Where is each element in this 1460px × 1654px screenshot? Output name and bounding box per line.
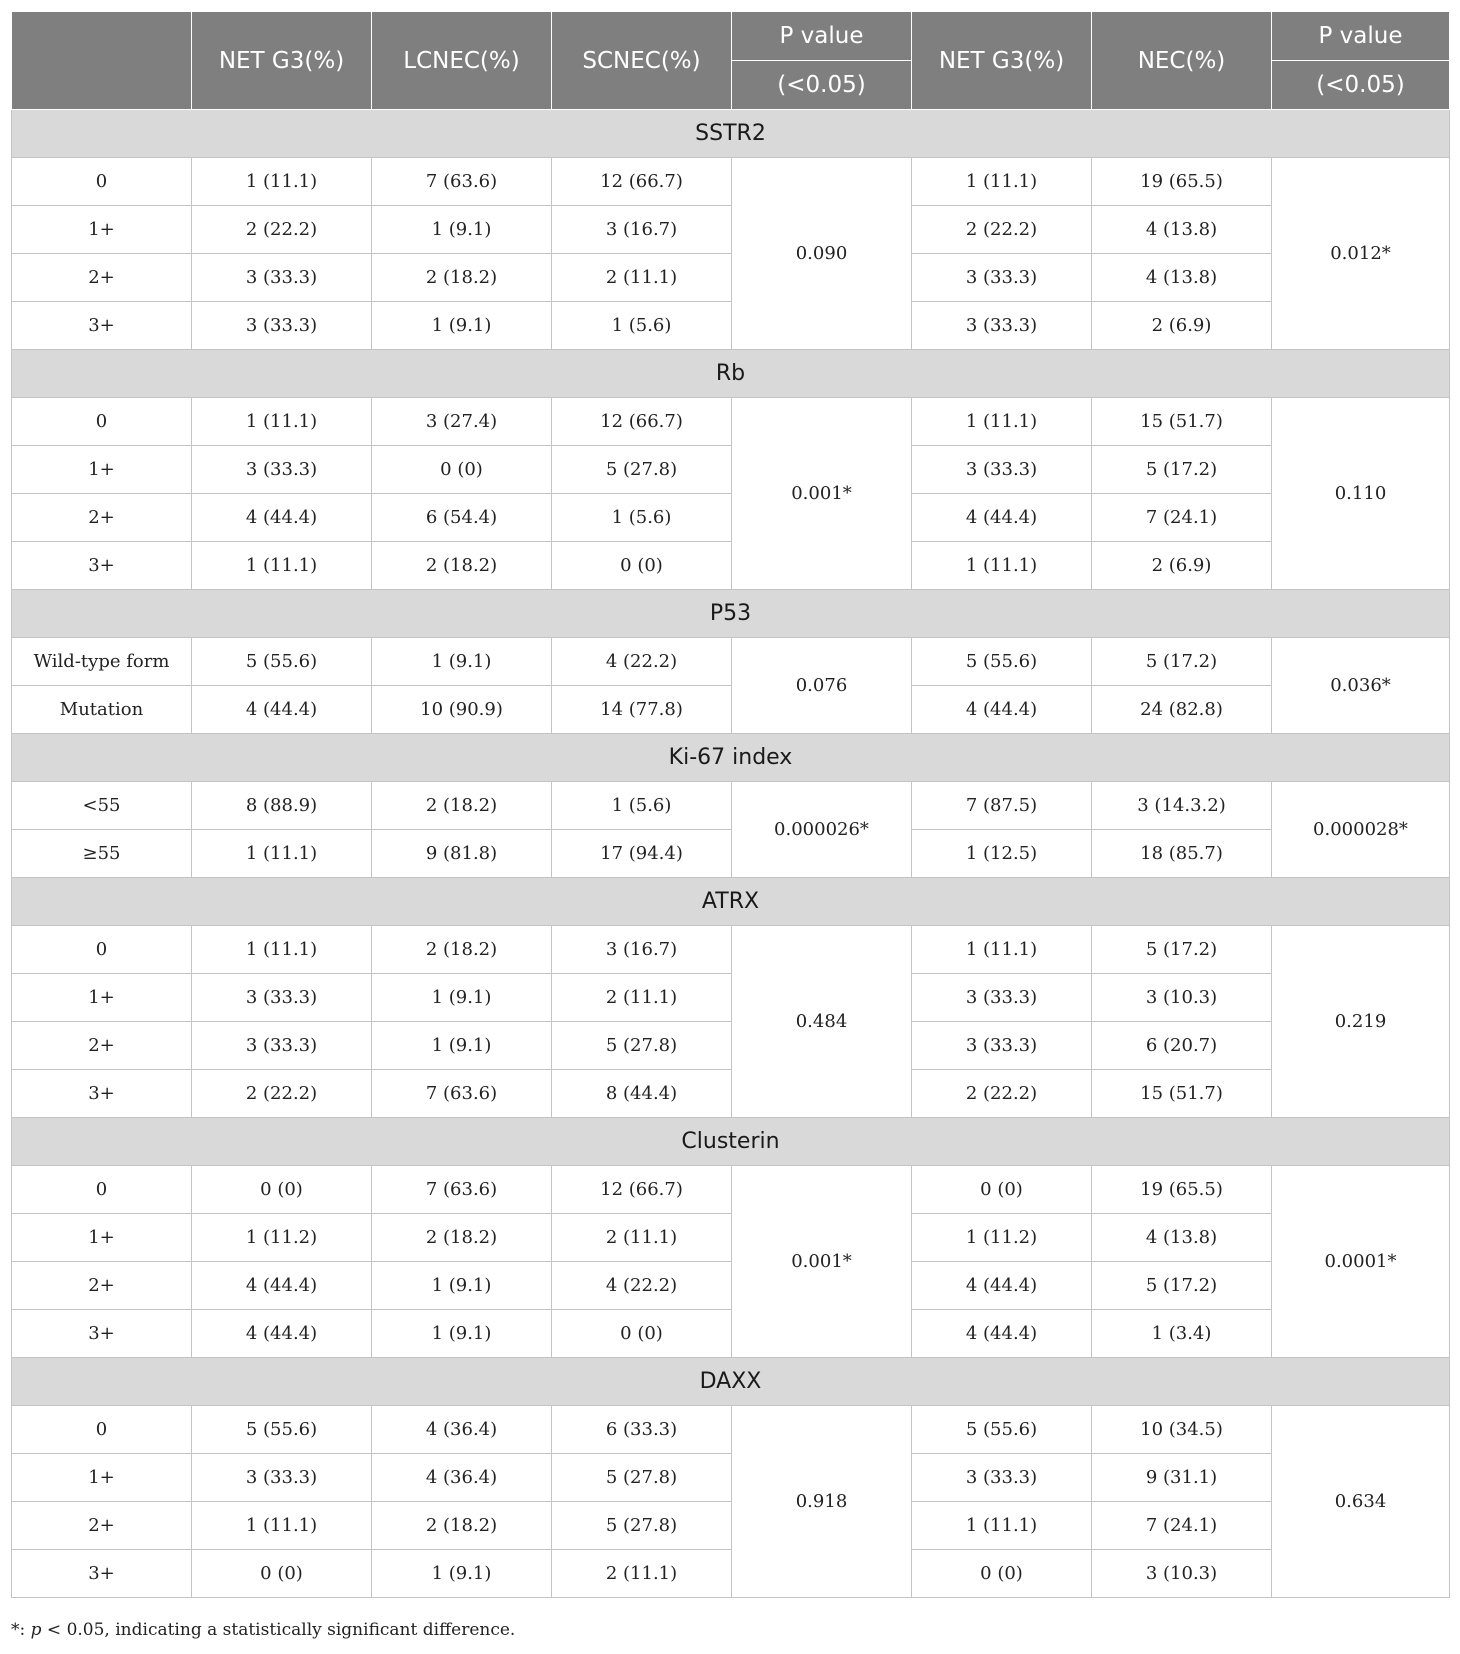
row-label: 3+: [12, 1070, 192, 1118]
group-title: P53: [12, 590, 1450, 638]
group-title: ATRX: [12, 878, 1450, 926]
table-row: [12, 446, 1450, 494]
cell-nec: 5 (17.2): [1092, 446, 1272, 494]
cell-net-g3: 0 (0): [192, 1550, 372, 1598]
table-row: [12, 158, 1450, 206]
group-title: Ki-67 index: [12, 734, 1450, 782]
table-row: [12, 1406, 1450, 1454]
row-label: 0: [12, 158, 192, 206]
cell-net-g3: 3 (33.3): [192, 446, 372, 494]
cell-net-g3-2: 0 (0): [912, 1166, 1092, 1214]
cell-scnec: 1 (5.6): [552, 494, 732, 542]
cell-nec: 4 (13.8): [1092, 254, 1272, 302]
table-row: [12, 1214, 1450, 1262]
cell-lcnec: 1 (9.1): [372, 1550, 552, 1598]
table-row: [12, 206, 1450, 254]
row-label: 0: [12, 926, 192, 974]
cell-scnec: 12 (66.7): [552, 158, 732, 206]
cell-net-g3: 1 (11.2): [192, 1214, 372, 1262]
table-row: [12, 542, 1450, 590]
cell-net-g3: 3 (33.3): [192, 974, 372, 1022]
cell-nec: 1 (3.4): [1092, 1310, 1272, 1358]
cell-nec: 10 (34.5): [1092, 1406, 1272, 1454]
cell-lcnec: 1 (9.1): [372, 1262, 552, 1310]
group-title: DAXX: [12, 1358, 1450, 1406]
table-row: [12, 782, 1450, 830]
cell-net-g3: 4 (44.4): [192, 494, 372, 542]
table-row: [12, 686, 1450, 734]
cell-scnec: 5 (27.8): [552, 1502, 732, 1550]
table-row: [12, 1502, 1450, 1550]
p-value-cell-1: 0.090: [732, 158, 912, 350]
cell-nec: 3 (10.3): [1092, 974, 1272, 1022]
cell-lcnec: 7 (63.6): [372, 158, 552, 206]
cell-net-g3: 3 (33.3): [192, 254, 372, 302]
cell-lcnec: 10 (90.9): [372, 686, 552, 734]
cell-net-g3: 3 (33.3): [192, 1454, 372, 1502]
table-row: [12, 1454, 1450, 1502]
cell-net-g3: 0 (0): [192, 1166, 372, 1214]
cell-scnec: 2 (11.1): [552, 1550, 732, 1598]
cell-lcnec: 1 (9.1): [372, 206, 552, 254]
footnote-text: < 0.05, indicating a statistically significant difference.: [41, 1620, 516, 1640]
cell-nec: 3 (10.3): [1092, 1550, 1272, 1598]
cell-nec: 5 (17.2): [1092, 926, 1272, 974]
cell-nec: 18 (85.7): [1092, 830, 1272, 878]
cell-nec: 19 (65.5): [1092, 158, 1272, 206]
cell-scnec: 17 (94.4): [552, 830, 732, 878]
row-label: 3+: [12, 1550, 192, 1598]
cell-net-g3-2: 3 (33.3): [912, 446, 1092, 494]
cell-lcnec: 2 (18.2): [372, 926, 552, 974]
cell-lcnec: 1 (9.1): [372, 302, 552, 350]
cell-net-g3: 1 (11.1): [192, 542, 372, 590]
cell-nec: 15 (51.7): [1092, 398, 1272, 446]
cell-scnec: 2 (11.1): [552, 1214, 732, 1262]
p-value-cell-2: 0.036*: [1272, 638, 1450, 734]
cell-net-g3-2: 7 (87.5): [912, 782, 1092, 830]
cell-net-g3-2: 2 (22.2): [912, 1070, 1092, 1118]
cell-net-g3-2: 0 (0): [912, 1550, 1092, 1598]
cell-scnec: 5 (27.8): [552, 1454, 732, 1502]
cell-net-g3: 8 (88.9): [192, 782, 372, 830]
cell-net-g3: 2 (22.2): [192, 1070, 372, 1118]
cell-lcnec: 2 (18.2): [372, 1502, 552, 1550]
cell-scnec: 8 (44.4): [552, 1070, 732, 1118]
table-row: [12, 1262, 1450, 1310]
cell-lcnec: 7 (63.6): [372, 1166, 552, 1214]
cell-net-g3-2: 1 (11.1): [912, 1502, 1092, 1550]
cell-scnec: 6 (33.3): [552, 1406, 732, 1454]
row-label: 0: [12, 1166, 192, 1214]
table-body: [12, 110, 1450, 1598]
header-net-g3: NET G3(%): [192, 12, 372, 110]
cell-net-g3-2: 4 (44.4): [912, 494, 1092, 542]
cell-scnec: 1 (5.6): [552, 782, 732, 830]
p-value-cell-1: 0.918: [732, 1406, 912, 1598]
cell-net-g3-2: 1 (11.1): [912, 398, 1092, 446]
cell-net-g3-2: 1 (11.1): [912, 542, 1092, 590]
cell-net-g3-2: 1 (11.2): [912, 1214, 1092, 1262]
group-header-row: [12, 734, 1450, 782]
header-net-g3-2: NET G3(%): [912, 12, 1092, 110]
row-label: 3+: [12, 1310, 192, 1358]
cell-nec: 4 (13.8): [1092, 1214, 1272, 1262]
p-value-cell-2: 0.012*: [1272, 158, 1450, 350]
header-scnec: SCNEC(%): [552, 12, 732, 110]
header-p-value-1: P value: [732, 12, 912, 61]
cell-lcnec: 6 (54.4): [372, 494, 552, 542]
footnote: [11, 1620, 515, 1640]
group-header-row: [12, 590, 1450, 638]
header-p-value-2: P value: [1272, 12, 1450, 61]
cell-net-g3-2: 3 (33.3): [912, 254, 1092, 302]
row-label: 3+: [12, 542, 192, 590]
cell-scnec: 0 (0): [552, 542, 732, 590]
row-label: 1+: [12, 206, 192, 254]
footnote-mark: *:: [11, 1620, 31, 1640]
p-value-cell-1: 0.076: [732, 638, 912, 734]
cell-net-g3: 5 (55.6): [192, 1406, 372, 1454]
group-header-row: [12, 1358, 1450, 1406]
cell-net-g3: 3 (33.3): [192, 1022, 372, 1070]
cell-scnec: 3 (16.7): [552, 926, 732, 974]
cell-nec: 7 (24.1): [1092, 494, 1272, 542]
row-label: 0: [12, 1406, 192, 1454]
cell-scnec: 1 (5.6): [552, 302, 732, 350]
cell-scnec: 2 (11.1): [552, 254, 732, 302]
table-row: [12, 398, 1450, 446]
header-nec: NEC(%): [1092, 12, 1272, 110]
row-label: 2+: [12, 494, 192, 542]
cell-net-g3-2: 3 (33.3): [912, 1022, 1092, 1070]
cell-net-g3-2: 1 (12.5): [912, 830, 1092, 878]
cell-scnec: 3 (16.7): [552, 206, 732, 254]
cell-lcnec: 2 (18.2): [372, 1214, 552, 1262]
row-label: 1+: [12, 1454, 192, 1502]
table-row: [12, 830, 1450, 878]
cell-scnec: 4 (22.2): [552, 1262, 732, 1310]
cell-nec: 2 (6.9): [1092, 302, 1272, 350]
cell-nec: 6 (20.7): [1092, 1022, 1272, 1070]
row-label: 0: [12, 398, 192, 446]
cell-scnec: 5 (27.8): [552, 446, 732, 494]
table-row: [12, 1550, 1450, 1598]
cell-net-g3-2: 3 (33.3): [912, 302, 1092, 350]
cell-lcnec: 9 (81.8): [372, 830, 552, 878]
cell-lcnec: 1 (9.1): [372, 1022, 552, 1070]
row-label: 1+: [12, 1214, 192, 1262]
cell-net-g3: 2 (22.2): [192, 206, 372, 254]
cell-nec: 4 (13.8): [1092, 206, 1272, 254]
cell-nec: 7 (24.1): [1092, 1502, 1272, 1550]
header-empty-cell: [12, 12, 192, 110]
p-value-cell-1: 0.001*: [732, 1166, 912, 1358]
header-p-threshold-2: (<0.05): [1272, 61, 1450, 110]
cell-net-g3: 3 (33.3): [192, 302, 372, 350]
cell-net-g3-2: 5 (55.6): [912, 1406, 1092, 1454]
cell-lcnec: 2 (18.2): [372, 542, 552, 590]
table-row: [12, 494, 1450, 542]
row-label: 1+: [12, 446, 192, 494]
cell-nec: 9 (31.1): [1092, 1454, 1272, 1502]
cell-net-g3-2: 3 (33.3): [912, 1454, 1092, 1502]
p-value-cell-1: 0.484: [732, 926, 912, 1118]
table-row: [12, 974, 1450, 1022]
cell-nec: 24 (82.8): [1092, 686, 1272, 734]
cell-net-g3-2: 3 (33.3): [912, 974, 1092, 1022]
table-row: [12, 254, 1450, 302]
cell-net-g3: 1 (11.1): [192, 398, 372, 446]
cell-scnec: 12 (66.7): [552, 398, 732, 446]
cell-lcnec: 0 (0): [372, 446, 552, 494]
cell-net-g3-2: 1 (11.1): [912, 158, 1092, 206]
cell-net-g3-2: 5 (55.6): [912, 638, 1092, 686]
cell-net-g3: 4 (44.4): [192, 1310, 372, 1358]
cell-lcnec: 1 (9.1): [372, 974, 552, 1022]
results-table-container: [11, 11, 1449, 1598]
footnote-p-symbol: p: [30, 1620, 42, 1640]
p-value-cell-2: 0.634: [1272, 1406, 1450, 1598]
cell-lcnec: 1 (9.1): [372, 638, 552, 686]
cell-scnec: 2 (11.1): [552, 974, 732, 1022]
row-label: Wild-type form: [12, 638, 192, 686]
cell-net-g3-2: 1 (11.1): [912, 926, 1092, 974]
row-label: ≥55: [12, 830, 192, 878]
cell-net-g3-2: 4 (44.4): [912, 1262, 1092, 1310]
cell-lcnec: 2 (18.2): [372, 782, 552, 830]
group-title: Rb: [12, 350, 1450, 398]
p-value-cell-1: 0.000026*: [732, 782, 912, 878]
cell-net-g3: 5 (55.6): [192, 638, 372, 686]
row-label: 2+: [12, 1502, 192, 1550]
cell-scnec: 4 (22.2): [552, 638, 732, 686]
cell-net-g3: 1 (11.1): [192, 1502, 372, 1550]
header-p-threshold-1: (<0.05): [732, 61, 912, 110]
group-header-row: [12, 878, 1450, 926]
cell-nec: 5 (17.2): [1092, 1262, 1272, 1310]
cell-lcnec: 4 (36.4): [372, 1454, 552, 1502]
table-header: [12, 12, 1450, 110]
p-value-cell-2: 0.0001*: [1272, 1166, 1450, 1358]
cell-net-g3: 4 (44.4): [192, 686, 372, 734]
cell-lcnec: 1 (9.1): [372, 1310, 552, 1358]
p-value-cell-1: 0.001*: [732, 398, 912, 590]
group-title: Clusterin: [12, 1118, 1450, 1166]
table-row: [12, 638, 1450, 686]
row-label: 2+: [12, 1022, 192, 1070]
table-row: [12, 1022, 1450, 1070]
group-header-row: [12, 1118, 1450, 1166]
header-lcnec: LCNEC(%): [372, 12, 552, 110]
cell-scnec: 12 (66.7): [552, 1166, 732, 1214]
row-label: 1+: [12, 974, 192, 1022]
cell-nec: 2 (6.9): [1092, 542, 1272, 590]
p-value-cell-2: 0.000028*: [1272, 782, 1450, 878]
table-row: [12, 302, 1450, 350]
cell-net-g3: 1 (11.1): [192, 158, 372, 206]
cell-nec: 5 (17.2): [1092, 638, 1272, 686]
row-label: <55: [12, 782, 192, 830]
results-table: [11, 11, 1450, 1598]
cell-scnec: 5 (27.8): [552, 1022, 732, 1070]
group-header-row: [12, 350, 1450, 398]
cell-lcnec: 7 (63.6): [372, 1070, 552, 1118]
cell-lcnec: 2 (18.2): [372, 254, 552, 302]
cell-nec: 19 (65.5): [1092, 1166, 1272, 1214]
cell-net-g3: 4 (44.4): [192, 1262, 372, 1310]
p-value-cell-2: 0.219: [1272, 926, 1450, 1118]
row-label: 3+: [12, 302, 192, 350]
cell-lcnec: 4 (36.4): [372, 1406, 552, 1454]
table-row: [12, 926, 1450, 974]
p-value-cell-2: 0.110: [1272, 398, 1450, 590]
cell-net-g3-2: 4 (44.4): [912, 1310, 1092, 1358]
cell-lcnec: 3 (27.4): [372, 398, 552, 446]
row-label: 2+: [12, 254, 192, 302]
cell-net-g3-2: 4 (44.4): [912, 686, 1092, 734]
cell-scnec: 0 (0): [552, 1310, 732, 1358]
row-label: 2+: [12, 1262, 192, 1310]
table-row: [12, 1070, 1450, 1118]
cell-scnec: 14 (77.8): [552, 686, 732, 734]
group-title: SSTR2: [12, 110, 1450, 158]
group-header-row: [12, 110, 1450, 158]
cell-nec: 15 (51.7): [1092, 1070, 1272, 1118]
cell-net-g3: 1 (11.1): [192, 926, 372, 974]
cell-net-g3: 1 (11.1): [192, 830, 372, 878]
table-row: [12, 1310, 1450, 1358]
table-row: [12, 1166, 1450, 1214]
cell-nec: 3 (14.3.2): [1092, 782, 1272, 830]
cell-net-g3-2: 2 (22.2): [912, 206, 1092, 254]
row-label: Mutation: [12, 686, 192, 734]
